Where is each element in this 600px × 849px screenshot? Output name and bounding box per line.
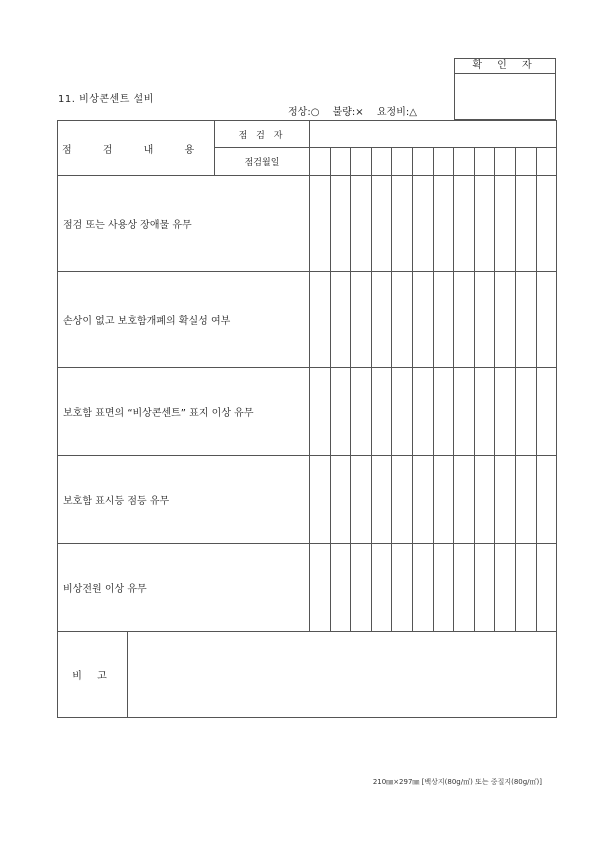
check-cell[interactable] [454, 544, 475, 632]
check-cell[interactable] [536, 544, 557, 632]
check-cell[interactable] [412, 368, 433, 456]
check-cell[interactable] [515, 544, 536, 632]
check-cell[interactable] [330, 176, 351, 272]
check-cell[interactable] [412, 176, 433, 272]
check-cell[interactable] [412, 272, 433, 368]
check-cell[interactable] [392, 176, 413, 272]
inspection-item: 보호함 표시등 점등 유무 [58, 456, 310, 544]
check-cell[interactable] [351, 544, 372, 632]
form-title: 11. 비상콘센트 설비 [58, 94, 154, 105]
status-legend [288, 103, 427, 118]
check-cell[interactable] [392, 272, 413, 368]
date-cell[interactable] [454, 148, 475, 176]
check-cell[interactable] [371, 456, 392, 544]
check-cell[interactable] [351, 176, 372, 272]
check-cell[interactable] [330, 368, 351, 456]
paper-spec-footer: 210㎜×297㎜ [백상지(80g/㎡) 또는 중질지(80g/㎡)] [372, 778, 542, 786]
check-cell[interactable] [433, 456, 454, 544]
check-cell[interactable] [454, 368, 475, 456]
check-cell[interactable] [330, 272, 351, 368]
remarks-field[interactable] [128, 632, 557, 718]
check-cell[interactable] [536, 456, 557, 544]
date-cell[interactable] [351, 148, 372, 176]
check-cell[interactable] [454, 272, 475, 368]
confirm-label: 확 인 자 [455, 59, 555, 74]
check-cell[interactable] [515, 368, 536, 456]
check-cell[interactable] [515, 456, 536, 544]
date-cell[interactable] [330, 148, 351, 176]
check-cell[interactable] [515, 272, 536, 368]
date-cell[interactable] [310, 148, 331, 176]
check-cell[interactable] [310, 176, 331, 272]
check-cell[interactable] [351, 368, 372, 456]
legend-needs-maintenance: 요정비:△ [376, 107, 417, 118]
remarks-label: 비 고 [58, 632, 128, 718]
check-cell[interactable] [495, 368, 516, 456]
legend-normal: 정상:○ [288, 107, 320, 118]
date-cell[interactable] [433, 148, 454, 176]
check-cell[interactable] [371, 176, 392, 272]
check-cell[interactable] [454, 176, 475, 272]
inspection-date-label: 점검월일 [215, 148, 310, 176]
check-cell[interactable] [351, 456, 372, 544]
check-cell[interactable] [536, 176, 557, 272]
check-cell[interactable] [310, 456, 331, 544]
date-cell[interactable] [536, 148, 557, 176]
table-row [58, 368, 557, 456]
inspector-cell[interactable] [310, 121, 557, 148]
check-cell[interactable] [433, 544, 454, 632]
table-row [58, 272, 557, 368]
check-cell[interactable] [392, 368, 413, 456]
check-cell[interactable] [495, 544, 516, 632]
check-cell[interactable] [474, 456, 495, 544]
inspection-item: 보호함 표면의 “비상콘센트” 표지 이상 유무 [58, 368, 310, 456]
check-cell[interactable] [536, 368, 557, 456]
check-cell[interactable] [330, 544, 351, 632]
check-cell[interactable] [433, 272, 454, 368]
remarks-row [58, 632, 557, 718]
table-row [58, 544, 557, 632]
inspection-content-header: 점 검 내 용 [58, 121, 215, 176]
legend-defective: 불량:× [332, 107, 364, 118]
date-cell[interactable] [371, 148, 392, 176]
check-cell[interactable] [474, 368, 495, 456]
check-cell[interactable] [474, 272, 495, 368]
check-cell[interactable] [371, 544, 392, 632]
check-cell[interactable] [495, 456, 516, 544]
check-cell[interactable] [495, 176, 516, 272]
check-cell[interactable] [433, 368, 454, 456]
check-cell[interactable] [433, 176, 454, 272]
inspection-table [57, 120, 557, 718]
check-cell[interactable] [412, 456, 433, 544]
check-cell[interactable] [371, 368, 392, 456]
inspector-label: 점 검 자 [215, 121, 310, 148]
inspection-item: 비상전원 이상 유무 [58, 544, 310, 632]
inspection-item: 점검 또는 사용상 장애물 유무 [58, 176, 310, 272]
date-cell[interactable] [495, 148, 516, 176]
check-cell[interactable] [392, 456, 413, 544]
check-cell[interactable] [310, 544, 331, 632]
check-cell[interactable] [310, 272, 331, 368]
check-cell[interactable] [474, 544, 495, 632]
check-cell[interactable] [392, 544, 413, 632]
table-row [58, 456, 557, 544]
inspection-item: 손상이 없고 보호함개폐의 확실성 여부 [58, 272, 310, 368]
confirm-signature-area[interactable] [455, 74, 555, 120]
date-cell[interactable] [515, 148, 536, 176]
header-row-inspector [58, 121, 557, 148]
check-cell[interactable] [412, 544, 433, 632]
check-cell[interactable] [330, 456, 351, 544]
check-cell[interactable] [495, 272, 516, 368]
check-cell[interactable] [515, 176, 536, 272]
date-cell[interactable] [392, 148, 413, 176]
check-cell[interactable] [454, 456, 475, 544]
table-row [58, 176, 557, 272]
check-cell[interactable] [351, 272, 372, 368]
date-cell[interactable] [474, 148, 495, 176]
check-cell[interactable] [310, 368, 331, 456]
check-cell[interactable] [474, 176, 495, 272]
date-cell[interactable] [412, 148, 433, 176]
confirm-box [454, 58, 556, 120]
check-cell[interactable] [536, 272, 557, 368]
check-cell[interactable] [371, 272, 392, 368]
